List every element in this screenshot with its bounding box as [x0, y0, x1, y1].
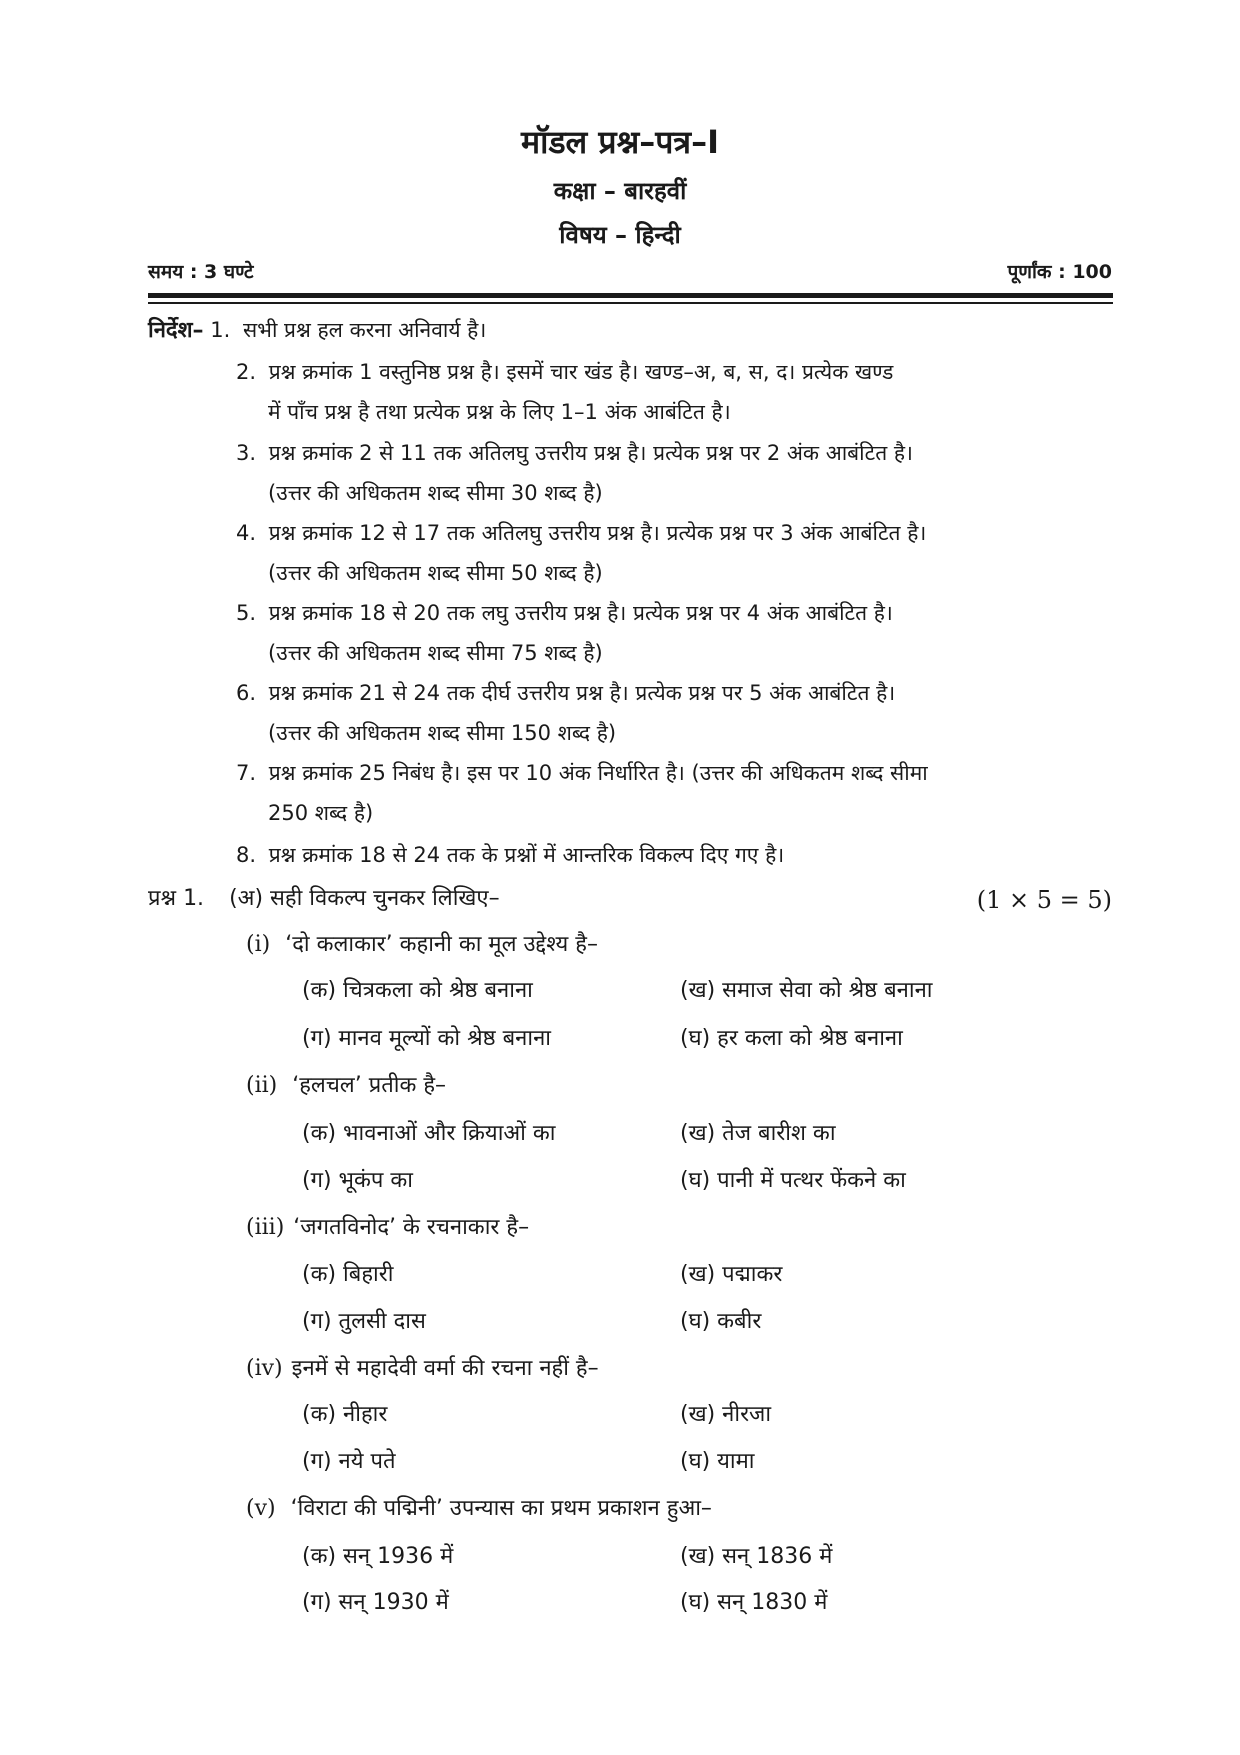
sub-question-ii	[246, 1075, 446, 1097]
sub-question-number: (ii)	[246, 1073, 278, 1098]
instruction-text: (उत्तर की अधिकतम शब्द सीमा 75 शब्द है)	[268, 641, 603, 665]
header-rule-thick	[148, 293, 1113, 298]
sub-question-number: (i)	[246, 932, 271, 957]
sub-question-number: (v)	[246, 1496, 276, 1521]
sub-question-i	[246, 934, 598, 956]
instruction-text: प्रश्न क्रमांक 18 से 24 तक के प्रश्नों में आन्तरिक विकल्प दिए गए है।	[268, 843, 785, 867]
instruction-row-4	[236, 523, 926, 544]
option-gha: (घ) कबीर	[680, 1309, 762, 1334]
option-ka: (क) नीहार	[302, 1402, 388, 1427]
class-line: कक्षा – बारहवीं	[553, 177, 687, 205]
instruction-number: 1.	[210, 318, 231, 342]
instruction-number: 8.	[236, 843, 257, 867]
instruction-text: (उत्तर की अधिकतम शब्द सीमा 50 शब्द है)	[268, 561, 603, 585]
instruction-text: प्रश्न क्रमांक 1 वस्तुनिष्ठ प्रश्न है। इसमें चार खंड है। खण्ड–अ, ब, स, द। प्रत्येक खण्ड	[268, 360, 894, 384]
question-1-header	[148, 888, 500, 910]
option-ga: (ग) तुलसी दास	[302, 1309, 426, 1334]
full-marks: पूर्णांक : 100	[1007, 261, 1112, 283]
sub-question-text: इनमें से महादेवी वर्मा की रचना नहीं है–	[291, 1356, 599, 1381]
instruction-text: प्रश्न क्रमांक 21 से 24 तक दीर्घ उत्तरीय प्रश्न है। प्रत्येक प्रश्न पर 5 अंक आबंटित है।	[268, 681, 896, 705]
option-kha: (ख) तेज बारीश का	[680, 1121, 836, 1146]
sub-question-text: ‘जगतविनोद’ के रचनाकार है–	[293, 1215, 530, 1240]
instruction-row-2	[236, 362, 893, 383]
instruction-row-8	[236, 845, 784, 866]
sub-question-number: (iv)	[246, 1356, 283, 1381]
option-ga: (ग) सन् 1930 में	[302, 1590, 449, 1615]
sub-question-v	[246, 1498, 712, 1520]
sub-question-iii	[246, 1217, 529, 1239]
instruction-text: में पाँच प्रश्न है तथा प्रत्येक प्रश्न के लिए 1–1 अंक आबंटित है।	[268, 400, 731, 424]
option-gha: (घ) यामा	[680, 1449, 755, 1474]
instruction-row-3	[236, 443, 913, 464]
sub-question-text: ‘विराटा की पद्मिनी’ उपन्यास का प्रथम प्रकाशन हुआ–	[290, 1496, 712, 1521]
instruction-number: 6.	[236, 681, 257, 705]
instruction-number: 4.	[236, 521, 257, 545]
sub-question-iv	[246, 1358, 599, 1380]
time-duration: समय : 3 घण्टे	[148, 261, 254, 283]
sub-question-number: (iii)	[246, 1215, 285, 1240]
header-rule-thin	[148, 302, 1113, 304]
paper-title: मॉडल प्रश्न–पत्र–I	[521, 123, 719, 161]
option-ka: (क) सन् 1936 में	[302, 1544, 454, 1569]
instruction-row-5	[236, 603, 893, 624]
question-marks: (1 × 5 = 5)	[976, 886, 1112, 914]
option-gha: (घ) पानी में पत्थर फेंकने का	[680, 1168, 906, 1193]
option-gha: (घ) हर कला को श्रेष्ठ बनाना	[680, 1026, 903, 1051]
option-gha: (घ) सन् 1830 में	[680, 1590, 828, 1615]
instruction-number: 3.	[236, 441, 257, 465]
option-ka: (क) बिहारी	[302, 1262, 394, 1287]
option-kha: (ख) समाज सेवा को श्रेष्ठ बनाना	[680, 978, 933, 1003]
sub-question-text: ‘हलचल’ प्रतीक है–	[292, 1073, 447, 1098]
section-heading: (अ) सही विकल्प चुनकर लिखिए–	[229, 886, 500, 911]
option-ga: (ग) भूकंप का	[302, 1168, 413, 1193]
instruction-row-7	[236, 763, 928, 784]
option-kha: (ख) पद्माकर	[680, 1262, 783, 1287]
instruction-number: 7.	[236, 761, 257, 785]
instruction-text: सभी प्रश्न हल करना अनिवार्य है।	[242, 318, 487, 342]
instruction-row-1	[148, 320, 486, 342]
instruction-text: प्रश्न क्रमांक 12 से 17 तक अतिलघु उत्तरीय प्रश्न है। प्रत्येक प्रश्न पर 3 अंक आबंटित है।	[268, 521, 927, 545]
option-ga: (ग) मानव मूल्यों को श्रेष्ठ बनाना	[302, 1026, 551, 1051]
instruction-row-6	[236, 683, 895, 704]
option-ka: (क) चित्रकला को श्रेष्ठ बनाना	[302, 978, 533, 1003]
instruction-text: (उत्तर की अधिकतम शब्द सीमा 30 शब्द है)	[268, 481, 603, 505]
option-ka: (क) भावनाओं और क्रियाओं का	[302, 1121, 556, 1146]
subject-line: विषय – हिन्दी	[559, 221, 681, 249]
instruction-number: 5.	[236, 601, 257, 625]
instructions-label: निर्देश–	[148, 318, 204, 343]
instruction-text: प्रश्न क्रमांक 18 से 20 तक लघु उत्तरीय प्रश्न है। प्रत्येक प्रश्न पर 4 अंक आबंटित है।	[268, 601, 893, 625]
sub-question-text: ‘दो कलाकार’ कहानी का मूल उद्देश्य है–	[285, 932, 598, 957]
question-number: प्रश्न 1.	[148, 886, 205, 911]
instruction-text: 250 शब्द है)	[268, 801, 374, 825]
instruction-text: प्रश्न क्रमांक 25 निबंध है। इस पर 10 अंक निर्धारित है। (उत्तर की अधिकतम शब्द सीमा	[268, 761, 928, 785]
instruction-text: प्रश्न क्रमांक 2 से 11 तक अतिलघु उत्तरीय प्रश्न है। प्रत्येक प्रश्न पर 2 अंक आबंटित है।	[268, 441, 913, 465]
option-kha: (ख) सन् 1836 में	[680, 1544, 833, 1569]
option-kha: (ख) नीरजा	[680, 1402, 772, 1427]
option-ga: (ग) नये पते	[302, 1449, 396, 1474]
instruction-number: 2.	[236, 360, 257, 384]
instruction-text: (उत्तर की अधिकतम शब्द सीमा 150 शब्द है)	[268, 721, 617, 745]
